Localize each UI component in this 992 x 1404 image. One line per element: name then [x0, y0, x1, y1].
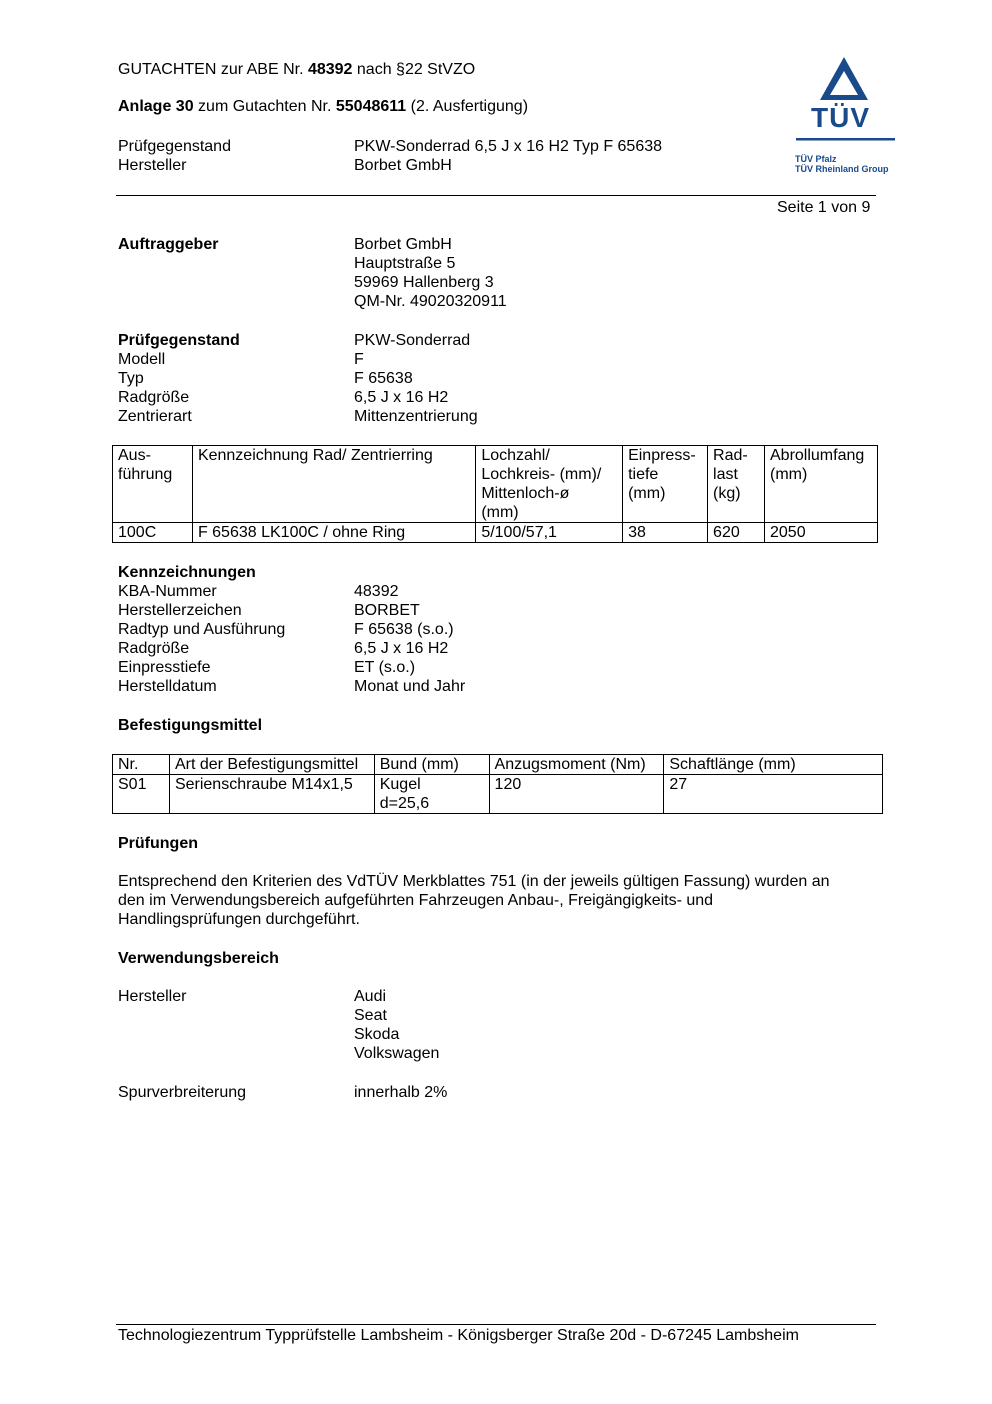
- rad-table-header-cell: [476, 446, 623, 523]
- list-item: Audi: [354, 988, 387, 1005]
- header-text: tiefe: [628, 466, 659, 483]
- kennzeichnung-value: 48392: [354, 583, 399, 600]
- header-text: Kennzeichnung Rad/ Zentrierring: [197, 447, 433, 464]
- pruefungen-line: den im Verwendungsbereich aufgeführten Fahrzeugen Anbau-, Freigängigkeits- und: [118, 892, 714, 909]
- header-line-1-pre: GUTACHTEN zur ABE Nr.: [118, 61, 308, 78]
- befestigung-header-cell: Nr.: [113, 755, 170, 775]
- tuev-logo-line-1: TÜV Pfalz: [795, 154, 837, 164]
- pruefgegenstand-row-value: 6,5 J x 16 H2: [354, 389, 449, 406]
- pruefgegenstand-row-label: Modell: [118, 351, 166, 368]
- kennzeichnung-value: F 65638 (s.o.): [354, 621, 454, 638]
- header-text: Mittenloch-ø: [481, 485, 570, 502]
- header-text: Einpress-: [628, 447, 696, 464]
- befestigung-header-cell: Anzugsmoment (Nm): [489, 755, 664, 775]
- pruefgegenstand-row-value: Mittenzentrierung: [354, 408, 478, 425]
- pruefungen-line: Entsprechend den Kriterien des VdTÜV Merkblattes 751 (in der jeweils gültigen Fassung) wurden an: [118, 873, 830, 890]
- header-text: Lochkreis- (mm)/: [481, 466, 602, 483]
- kennzeichnung-value: 6,5 J x 16 H2: [354, 640, 449, 657]
- pruefgegenstand-row-label: Radgröße: [118, 389, 190, 406]
- table-cell: 38: [623, 523, 708, 543]
- table-cell: 5/100/57,1: [476, 523, 623, 543]
- rad-table: [112, 445, 878, 543]
- pruefgegenstand-heading: Prüfgegenstand: [118, 332, 240, 349]
- abe-number: 48392: [307, 61, 353, 78]
- kennzeichnung-label: KBA-Nummer: [118, 583, 217, 600]
- verwendung-hersteller-label: Hersteller: [118, 988, 187, 1005]
- table-cell: Serienschraube M14x1,5: [169, 775, 374, 814]
- header-text: führung: [118, 466, 173, 483]
- befestigung-header-cell: Bund (mm): [374, 755, 489, 775]
- bund-line: Kugel: [379, 776, 421, 793]
- header-pruefgegenstand-label: Prüfgegenstand: [118, 138, 231, 155]
- kennzeichnungen-labels: [118, 563, 285, 696]
- tuev-logo-line-2: TÜV Rheinland Group: [795, 164, 889, 174]
- befestigung-header-row: [113, 755, 883, 775]
- kennzeichnung-label: Einpresstiefe: [118, 659, 211, 676]
- pruefgegenstand-row-value: F 65638: [354, 370, 413, 387]
- kennzeichnung-value: Monat und Jahr: [354, 678, 466, 695]
- table-cell: 2050: [765, 523, 878, 543]
- kennzeichnung-label: Herstellerzeichen: [118, 602, 242, 619]
- tuev-brand: TÜV: [811, 102, 870, 133]
- header-text: Lochzahl/: [481, 447, 550, 464]
- befestigung-header-cell: Art der Befestigungsmittel: [169, 755, 374, 775]
- list-item: Seat: [354, 1007, 387, 1024]
- header-hersteller-value: Borbet GmbH: [354, 157, 452, 174]
- header-line-2-post: (2. Ausfertigung): [406, 98, 529, 115]
- kennzeichnung-label: Herstelldatum: [118, 678, 217, 695]
- befestigung-table: [112, 754, 883, 814]
- table-cell: 100C: [113, 523, 193, 543]
- header-text: (mm): [481, 504, 519, 521]
- table-cell: F 65638 LK100C / ohne Ring: [192, 523, 475, 543]
- verwendungsbereich-heading: Verwendungsbereich: [118, 950, 279, 967]
- header-line-2: [118, 97, 528, 116]
- tuev-logo: [794, 54, 898, 178]
- kennzeichnung-value: ET (s.o.): [354, 659, 416, 676]
- befestigung-heading: Befestigungsmittel: [118, 717, 263, 734]
- header-pruefgegenstand-value: PKW-Sonderrad 6,5 J x 16 H2 Typ F 65638: [354, 138, 663, 155]
- footer-divider: [116, 1324, 876, 1325]
- kennzeichnungen-heading: Kennzeichnungen: [118, 564, 256, 581]
- list-item: Skoda: [354, 1026, 400, 1043]
- anlage-label: Anlage 30: [118, 98, 194, 115]
- table-cell: S01: [113, 775, 170, 814]
- header-text: (kg): [713, 485, 741, 502]
- rad-table-header-cell: [113, 446, 193, 523]
- header-divider: [116, 195, 876, 196]
- table-cell: 620: [708, 523, 765, 543]
- header-text: Aus-: [118, 447, 151, 464]
- table-cell: 27: [664, 775, 883, 814]
- verwendung-hersteller-list: [354, 987, 439, 1063]
- pruefgegenstand-heading-value: PKW-Sonderrad: [354, 332, 471, 349]
- header-line-1-post: nach §22 StVZO: [352, 61, 476, 78]
- header-text: last: [713, 466, 738, 483]
- kennzeichnung-value: BORBET: [354, 602, 420, 619]
- rad-table-header-row: [113, 446, 878, 523]
- pruefgegenstand-labels: [118, 331, 240, 426]
- rad-table-header-cell: [192, 446, 475, 523]
- kennzeichnung-label: Radtyp und Ausführung: [118, 621, 286, 638]
- pruefungen-text: [118, 872, 830, 929]
- kennzeichnung-label: Radgröße: [118, 640, 190, 657]
- auftraggeber-line: Hauptstraße 5: [354, 255, 456, 272]
- pruefgegenstand-row-value: F: [354, 351, 364, 368]
- footer-text: Technologiezentrum Typprüfstelle Lambsheim - Königsberger Straße 20d - D-67245 Lambsheim: [118, 1327, 799, 1344]
- bund-line: d=25,6: [379, 795, 430, 812]
- rad-table-header-cell: [623, 446, 708, 523]
- header-text: Rad-: [713, 447, 748, 464]
- auftraggeber-label: Auftraggeber: [118, 236, 219, 253]
- gutachten-number: 55048611: [335, 98, 407, 115]
- pruefgegenstand-row-label: Typ: [118, 370, 144, 387]
- table-cell: 120: [489, 775, 664, 814]
- auftraggeber-address: [354, 235, 507, 311]
- befestigung-header-cell: Schaftlänge (mm): [664, 755, 883, 775]
- list-item: Volkswagen: [354, 1045, 440, 1062]
- auftraggeber-line: 59969 Hallenberg 3: [354, 274, 494, 291]
- spurverbreiterung-value: innerhalb 2%: [354, 1084, 448, 1101]
- header-line-1: [118, 60, 475, 79]
- pruefungen-line: Handlingsprüfungen durchgeführt.: [118, 911, 360, 928]
- rad-table-header-cell: [765, 446, 878, 523]
- auftraggeber-line: QM-Nr. 49020320911: [354, 293, 507, 310]
- page-info: Seite 1 von 9: [777, 199, 871, 216]
- spurverbreiterung-label: Spurverbreiterung: [118, 1084, 247, 1101]
- pruefgegenstand-values: [354, 331, 478, 426]
- table-cell: [374, 775, 489, 814]
- table-row: [113, 775, 883, 814]
- auftraggeber-line: Borbet GmbH: [354, 236, 452, 253]
- pruefungen-heading: Prüfungen: [118, 835, 198, 852]
- header-line-2-mid: zum Gutachten Nr.: [193, 98, 336, 115]
- header-hersteller-label: Hersteller: [118, 157, 187, 174]
- header-text: (mm): [770, 466, 808, 483]
- header-text: (mm): [628, 485, 666, 502]
- rad-table-header-cell: [708, 446, 765, 523]
- pruefgegenstand-row-label: Zentrierart: [118, 408, 192, 425]
- kennzeichnungen-values: [354, 582, 465, 696]
- header-text: Abrollumfang: [770, 447, 865, 464]
- table-row: [113, 523, 878, 543]
